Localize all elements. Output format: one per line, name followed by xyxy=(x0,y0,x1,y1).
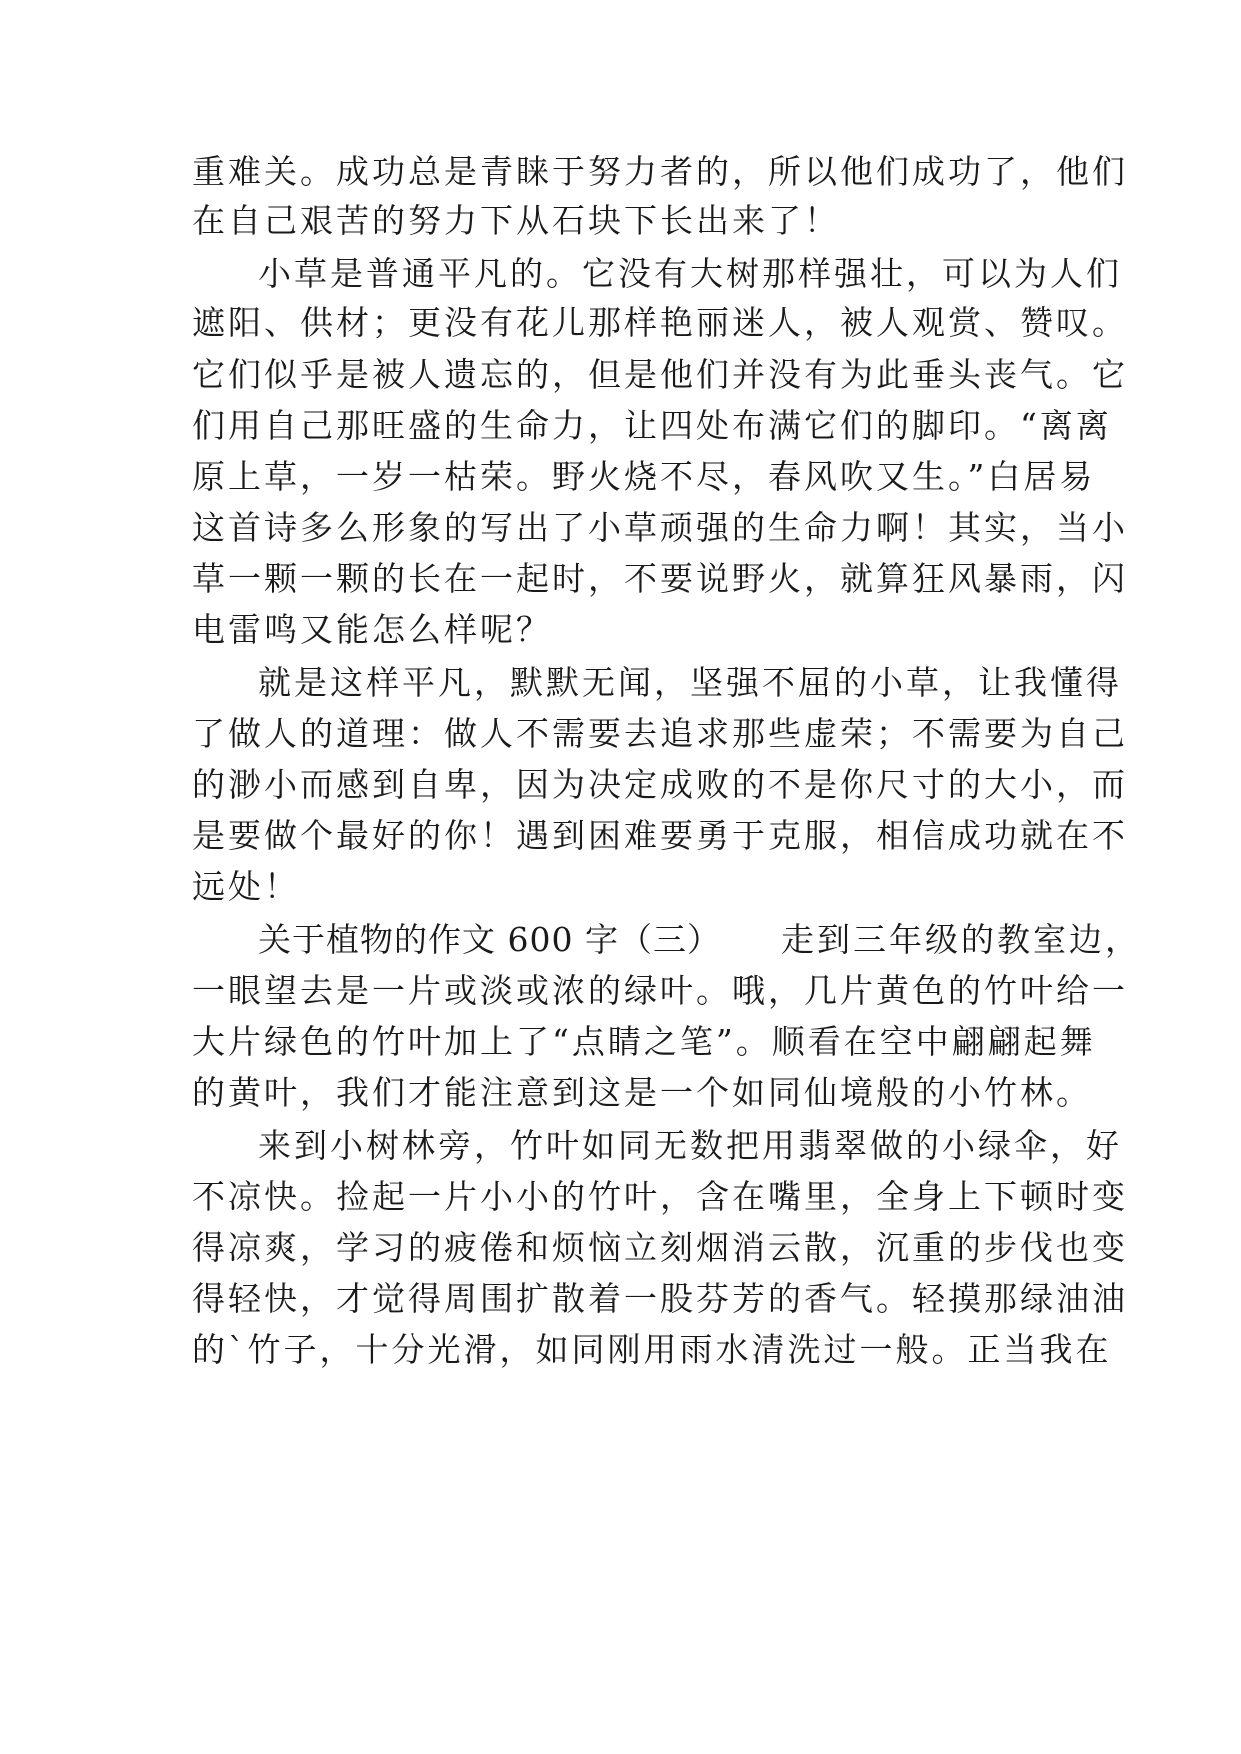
text-line: 遮阳、供材；更没有花儿那样艳丽迷人，被人观赏、赞叹。 xyxy=(192,303,1128,342)
paragraph-start-line: 来到小树林旁，竹叶如同无数把用翡翠做的小绿伞，好 xyxy=(258,1126,1122,1165)
text-line: 草一颗一颗的长在一起时，不要说野火，就算狂风暴雨，闪 xyxy=(192,559,1128,598)
text-line: 一眼望去是一片或淡或浓的绿叶。哦，几片黄色的竹叶给一 xyxy=(192,971,1128,1010)
text-line: 电雷鸣又能怎么样呢？ xyxy=(192,610,552,649)
section-heading-line xyxy=(258,920,1141,960)
text-line: 们用自己那旺盛的生命力，让四处布满它们的脚印。“离离 xyxy=(192,406,1112,445)
text-line: 在自己艰苦的努力下从石块下长出来了！ xyxy=(192,201,840,240)
section-heading-title: 关于植物的作文 600 字（三） xyxy=(258,920,721,959)
text-line: 重难关。成功总是青睐于努力者的，所以他们成功了，他们 xyxy=(192,152,1128,191)
text-line: 大片绿色的竹叶加上了“点睛之笔”。顺看在空中翩翩起舞 xyxy=(192,1022,1096,1061)
text-line: 得凉爽，学习的疲倦和烦恼立刻烟消云散，沉重的步伐也变 xyxy=(192,1228,1128,1267)
text-line: 它们似乎是被人遗忘的，但是他们并没有为此垂头丧气。它 xyxy=(192,355,1128,394)
paragraph-start-line: 就是这样平凡，默默无闻，坚强不屈的小草，让我懂得 xyxy=(258,663,1122,702)
text-line: 远处！ xyxy=(192,867,300,906)
text-line: 不凉快。捡起一片小小的竹叶，含在嘴里，全身上下顿时变 xyxy=(192,1177,1128,1216)
text-line: 这首诗多么形象的写出了小草顽强的生命力啊！其实，当小 xyxy=(192,508,1128,547)
text-line: 的`竹子，十分光滑，如同刚用雨水清洗过一般。正当我在 xyxy=(192,1330,1112,1369)
text-line: 得轻快，才觉得周围扩散着一股芬芳的香气。轻摸那绿油油 xyxy=(192,1279,1128,1318)
text-line: 的黄叶，我们才能注意到这是一个如同仙境般的小竹林。 xyxy=(192,1073,1092,1112)
text-line: 原上草，一岁一枯荣。野火烧不尽，春风吹又生。”白居易 xyxy=(192,457,1096,496)
section-heading-continuation: 走到三年级的教室边， xyxy=(780,920,1141,959)
text-line: 的渺小而感到自卑，因为决定成败的不是你尺寸的大小，而 xyxy=(192,765,1128,804)
text-line: 了做人的道理：做人不需要去追求那些虚荣；不需要为自己 xyxy=(192,714,1128,753)
text-line: 是要做个最好的你！遇到困难要勇于克服，相信成功就在不 xyxy=(192,816,1128,855)
paragraph-start-line: 小草是普通平凡的。它没有大树那样强壮，可以为人们 xyxy=(258,254,1122,293)
